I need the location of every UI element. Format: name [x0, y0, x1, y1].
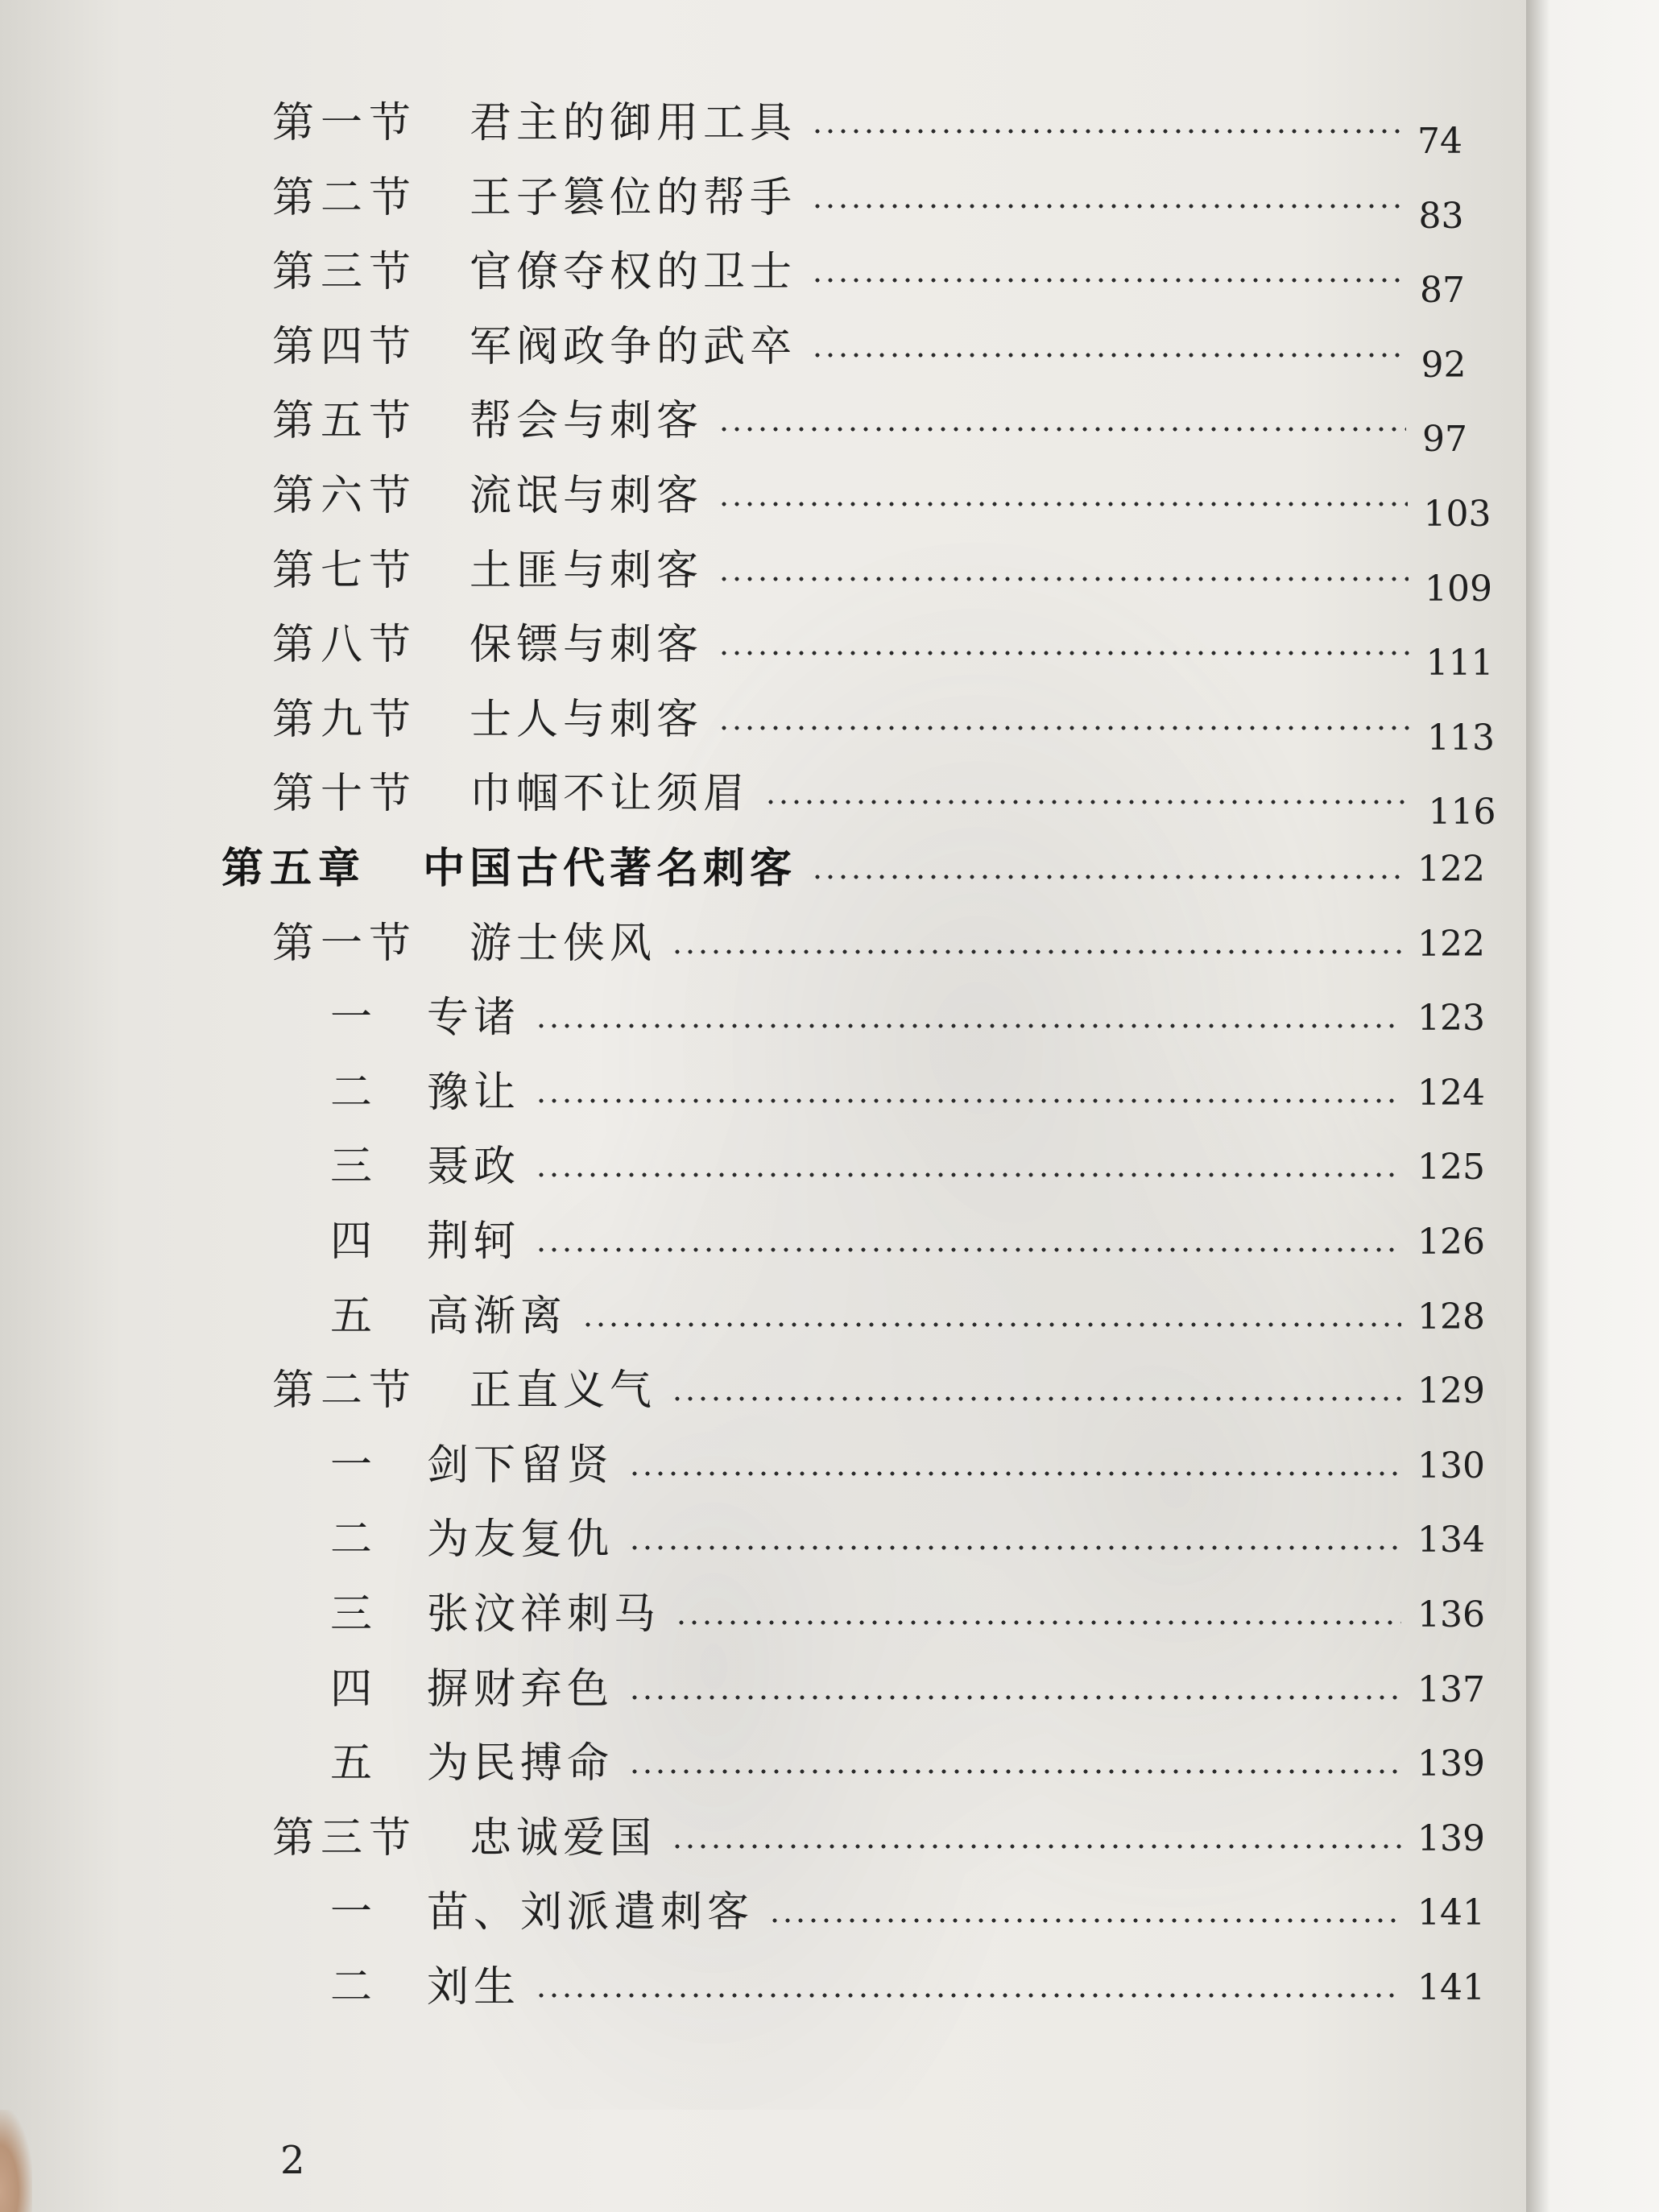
toc-title: 聂政: [427, 1143, 521, 1192]
toc-title: 保镖与刺客: [470, 621, 704, 670]
toc-title: 士人与刺客: [470, 695, 704, 744]
toc-page-number: 92: [1421, 344, 1467, 386]
toc-row: [0, 759, 1526, 833]
toc-number: 第四节: [272, 322, 418, 371]
toc-title: 剑下留贤: [427, 1441, 614, 1490]
dot-leader: [671, 1844, 1401, 1849]
toc-title: 王子篡位的帮手: [470, 173, 797, 222]
toc-number: 第九节: [272, 695, 418, 744]
toc-title: 荆轲: [427, 1218, 521, 1266]
toc-row: [0, 536, 1526, 610]
toc-row: [0, 685, 1526, 759]
toc-page-number: 124: [1417, 1072, 1485, 1114]
toc-number: 第三节: [272, 1813, 418, 1863]
toc-number: 二: [330, 1068, 379, 1117]
toc-number: 第三节: [272, 248, 418, 297]
toc-number: 第二节: [272, 1366, 418, 1416]
page-number: 2: [280, 2138, 305, 2183]
dot-leader: [811, 278, 1404, 283]
dot-leader: [675, 1620, 1401, 1625]
toc-title: 土匪与刺客: [470, 546, 704, 595]
toc-page-number: 83: [1418, 195, 1464, 237]
toc-title: 忠诚爱国: [470, 1813, 657, 1863]
toc-title: 张汶祥刺马: [427, 1590, 661, 1639]
dot-leader: [581, 1322, 1401, 1327]
toc-row: [0, 834, 1526, 899]
toc-page-number: 109: [1425, 568, 1492, 610]
toc-page-number: 97: [1422, 419, 1467, 461]
toc-number: 一: [330, 994, 379, 1043]
dot-leader: [811, 129, 1401, 134]
toc-number: 第一节: [272, 919, 418, 968]
toc-row: [0, 1953, 1526, 2017]
toc-number: 第八节: [272, 621, 418, 670]
toc-page-number: 113: [1427, 717, 1495, 759]
dot-leader: [535, 1247, 1401, 1252]
toc-row: [0, 1282, 1526, 1346]
toc-number: 第二节: [272, 173, 418, 222]
toc-page-number: 141: [1417, 1892, 1485, 1934]
toc-title: 军阀政争的武卒: [470, 322, 797, 371]
toc-page-number: 111: [1425, 643, 1494, 684]
toc-title: 官僚夺权的卫士: [470, 248, 797, 297]
toc-title: 为民搏命: [427, 1739, 614, 1788]
toc-row: [0, 1132, 1526, 1197]
thumb: [0, 2110, 32, 2212]
toc-title: 苗、刘派遣刺客: [427, 1888, 755, 1937]
toc-number: 二: [330, 1963, 379, 2011]
dot-leader: [718, 651, 1410, 655]
toc-number: 第六节: [272, 472, 418, 520]
toc-row: [0, 461, 1526, 535]
toc-page-number: 123: [1417, 998, 1485, 1040]
dot-leader: [628, 1769, 1401, 1774]
toc-page-number: 129: [1417, 1371, 1485, 1412]
dot-leader: [718, 726, 1411, 730]
toc-number: 第十节: [272, 770, 418, 819]
toc-row: [0, 1804, 1526, 1868]
toc-number: 第五节: [272, 397, 418, 446]
toc-number: 一: [330, 1888, 379, 1937]
toc-title: 刘生: [427, 1963, 521, 2011]
toc-title: 为友复仇: [427, 1515, 614, 1565]
toc-title: 专诸: [427, 994, 521, 1043]
toc-page-number: 139: [1417, 1743, 1485, 1785]
toc-page-number: 122: [1417, 849, 1485, 890]
toc-title: 帮会与刺客: [470, 397, 704, 446]
dot-leader: [535, 1023, 1401, 1028]
toc-page-number: 126: [1417, 1222, 1485, 1263]
toc-number: 第五章: [221, 844, 367, 893]
toc-row: [0, 1207, 1526, 1271]
toc-row: [0, 387, 1526, 461]
dot-leader: [671, 1396, 1401, 1401]
toc-row: [0, 1729, 1526, 1793]
toc-row: [0, 1356, 1526, 1420]
toc-page-number: 74: [1417, 121, 1462, 162]
toc-page-number: 130: [1417, 1445, 1485, 1486]
toc-title: 流氓与刺客: [470, 472, 704, 520]
toc-row: [0, 312, 1526, 386]
dot-leader: [628, 1471, 1401, 1476]
toc-row: [0, 1655, 1526, 1719]
toc-page-number: 116: [1428, 792, 1496, 833]
dot-leader: [535, 1993, 1401, 1998]
toc-number: 四: [330, 1218, 379, 1266]
toc-row: [0, 1505, 1526, 1569]
dot-leader: [811, 204, 1403, 209]
toc-page-number: 141: [1417, 1967, 1485, 2008]
adjacent-page-edge: [1526, 0, 1659, 2212]
toc-title: 君主的御用工具: [470, 99, 797, 147]
toc-page-number: 136: [1417, 1594, 1485, 1635]
toc-row: [0, 1431, 1526, 1495]
toc-row: [0, 610, 1526, 684]
toc-title: 正直义气: [470, 1366, 657, 1416]
toc-page-number: 103: [1423, 494, 1491, 535]
toc-row: [0, 1878, 1526, 1942]
toc-number: 五: [330, 1739, 379, 1788]
toc-page-number: 122: [1417, 923, 1485, 965]
toc-page-number: 128: [1417, 1296, 1485, 1338]
toc-row: [0, 163, 1526, 237]
dot-leader: [764, 800, 1413, 804]
toc-page-number: 125: [1417, 1147, 1485, 1189]
toc-number: 第七节: [272, 546, 418, 595]
toc-page-number: 134: [1417, 1519, 1485, 1561]
toc-title: 高渐离: [427, 1292, 568, 1341]
toc-row: [0, 238, 1526, 312]
toc-page-number: 139: [1417, 1817, 1485, 1859]
toc-title: 中国古代著名刺客: [423, 844, 797, 893]
dot-leader: [535, 1172, 1401, 1177]
toc-title: 巾帼不让须眉: [470, 770, 751, 819]
toc-number: 一: [330, 1441, 379, 1490]
dot-leader: [628, 1545, 1401, 1550]
toc-row: [0, 1580, 1526, 1644]
toc-row: [0, 89, 1526, 162]
toc-number: 三: [330, 1143, 379, 1192]
dot-leader: [671, 949, 1401, 954]
dot-leader: [718, 577, 1409, 581]
dot-leader: [628, 1695, 1401, 1700]
toc-number: 第一节: [272, 99, 418, 147]
toc-number: 二: [330, 1515, 379, 1565]
toc-page-number: 87: [1420, 270, 1465, 312]
dot-leader: [811, 353, 1405, 358]
toc-number: 三: [330, 1590, 379, 1639]
toc-number: 四: [330, 1664, 379, 1714]
toc-page-number: 137: [1417, 1668, 1485, 1710]
dot-leader: [718, 502, 1408, 506]
toc-row: [0, 909, 1526, 974]
dot-leader: [535, 1098, 1401, 1103]
dot-leader: [811, 874, 1401, 879]
dot-leader: [768, 1918, 1401, 1923]
toc-row: [0, 1058, 1526, 1123]
dot-leader: [718, 427, 1406, 432]
toc-number: 五: [330, 1292, 379, 1341]
toc-title: 摒财弃色: [427, 1664, 614, 1714]
toc-title: 游士侠风: [470, 919, 657, 968]
toc-row: [0, 983, 1526, 1048]
toc-title: 豫让: [427, 1068, 521, 1117]
